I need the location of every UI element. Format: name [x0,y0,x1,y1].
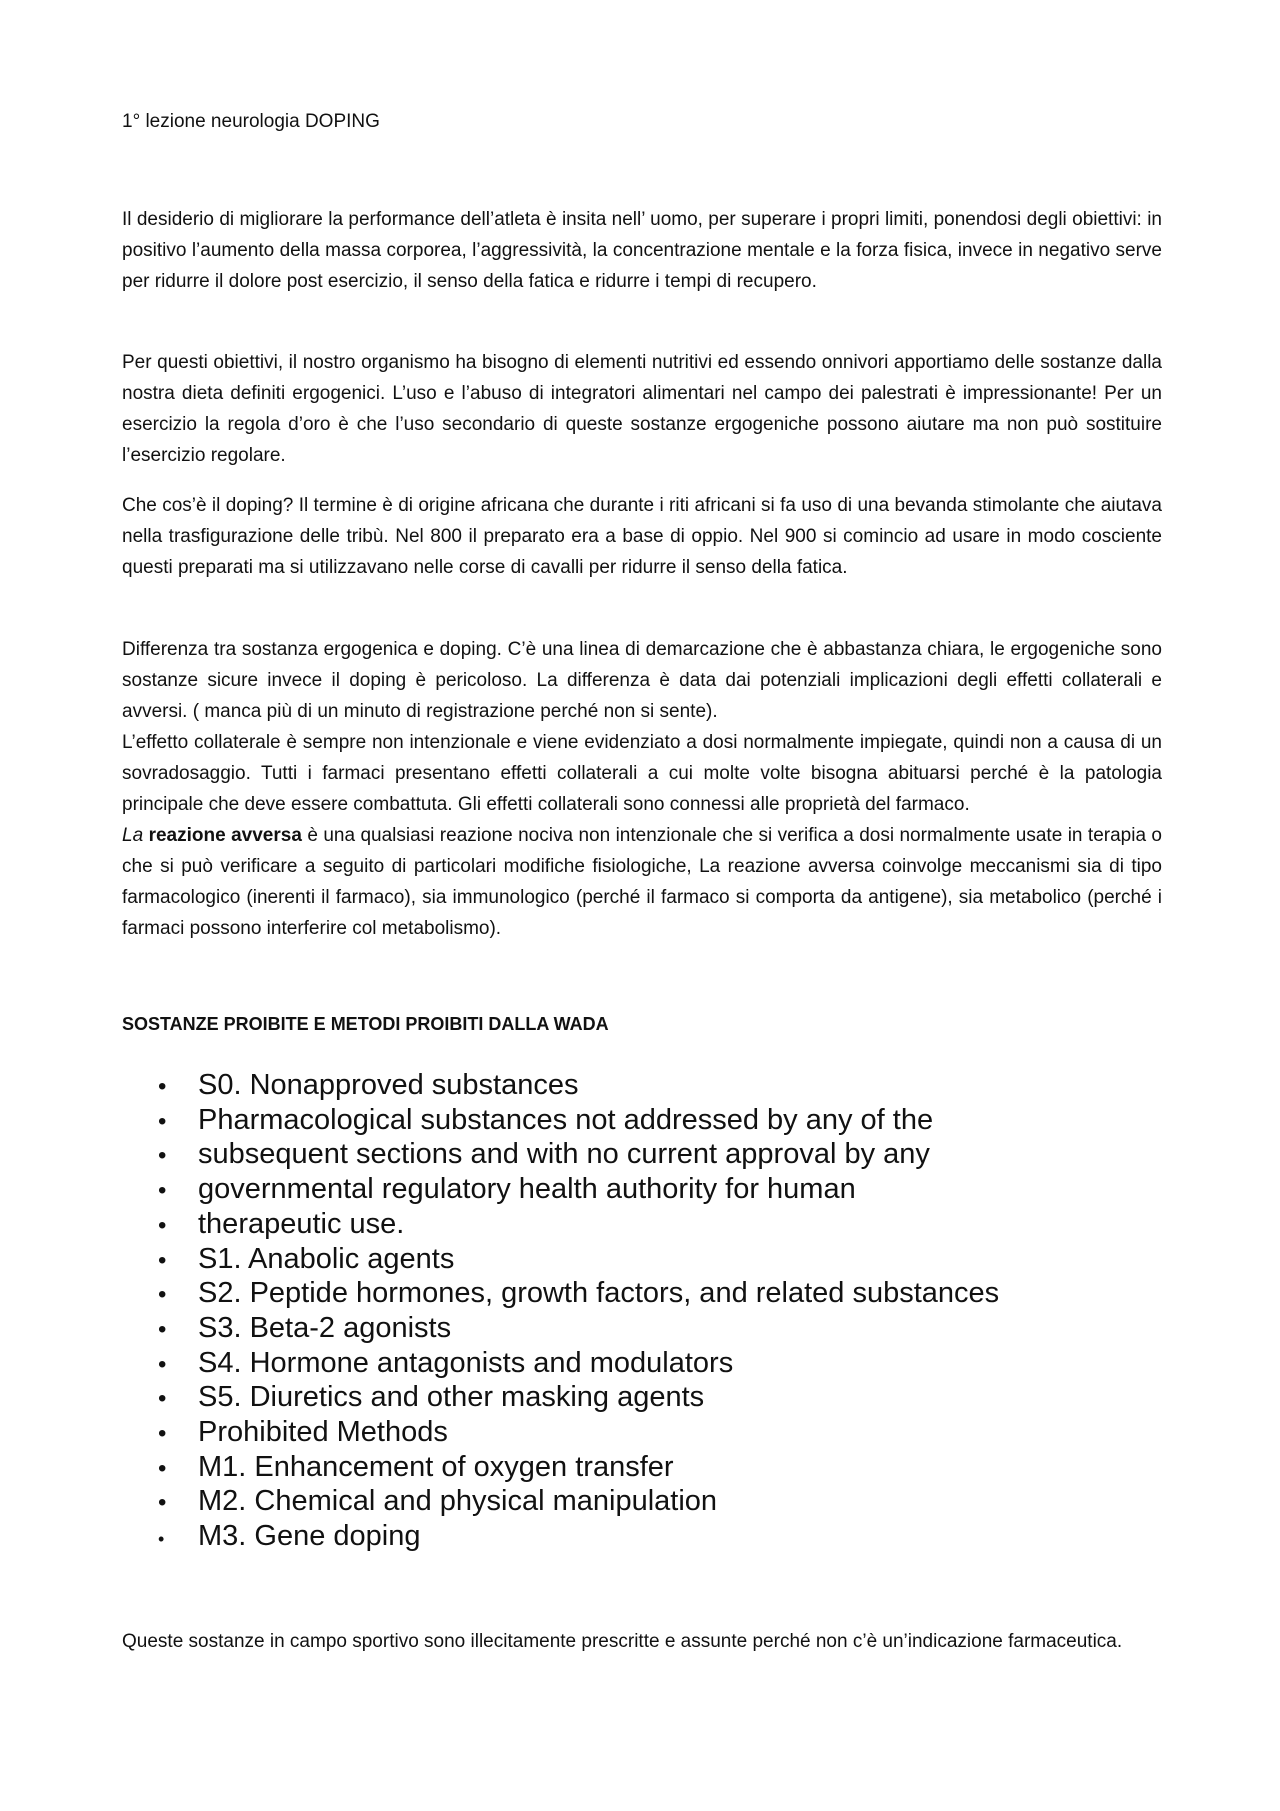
bullet-icon: • [158,1073,167,1100]
list-item-label: therapeutic use. [198,1207,405,1240]
paragraph-intro: Il desiderio di migliorare la performance dell’atleta è insita nell’ uomo, per superare i propri limiti, ponendosi degli obiettivi: in positivo l’aumento della massa corporea, l’aggressività, la concentrazione mentale e la forza fisica, invece in negativo serve per ridurre il dolore post esercizio, il senso della fatica e ridurre i tempi di recupero. [122,209,1162,292]
list-item-label: Pharmacological substances not addressed by any of the [198,1103,934,1136]
list-item [158,1173,999,1208]
list-item-label: M3. Gene doping [198,1520,421,1553]
paragraph-doping-origin: Che cos’è il doping? Il termine è di origine africana che durante i riti africani si fa uso di una bevanda stimolante che aiutava nella trasfigurazione delle tribù. Nel 800 il preparato era a base di oppio. Nel 900 si comincio ad usare in modo cosciente questi preparati ma si utilizzavano nelle corse di cavalli per ridurre il senso della fatica. [122,495,1162,578]
list-item [158,1416,999,1451]
list-item-label: S1. Anabolic agents [198,1242,455,1275]
bullet-icon: • [158,1211,167,1239]
list-item [158,1451,999,1486]
document-title: 1° lezione neurologia DOPING [122,111,380,132]
list-item-label: S4. Hormone antagonists and modulators [198,1346,734,1379]
bullet-icon: • [158,1142,167,1170]
list-item [158,1138,999,1173]
bullet-icon: • [158,1350,167,1378]
list-item [158,1347,999,1382]
bullet-icon: • [158,1529,165,1550]
list-item-label: S5. Diuretics and other masking agents [198,1381,705,1414]
list-item-label: S3. Beta-2 agonists [198,1311,452,1344]
list-item-label: governmental regulatory health authority for human [198,1173,856,1206]
paragraph-adverse-reaction [122,820,1162,944]
list-item-label: subsequent sections and with no current approval by any [198,1138,930,1171]
list-item-label: M2. Chemical and physical manipulation [198,1485,718,1518]
list-item [158,1381,999,1416]
list-item [158,1520,999,1557]
paragraph-difference-block [122,634,1162,944]
list-item [158,1069,999,1104]
adverse-reaction-definition: è una qualsiasi reazione nociva non intenzionale che si verifica a dosi normalmente usate in terapia o che si può verificare a seguito di particolari modifiche fisiologiche, La reazione avversa coinvolge meccanismi sia di tipo farmacologico (inerenti il farmaco), sia immunologico (perché il farmaco si comporta da antigene), sia metabolico (perché i farmaci possono interferire col metabolismo). [122,825,1163,939]
bullet-icon: • [158,1177,167,1205]
paragraph-difference: Differenza tra sostanza ergogenica e doping. C’è una linea di demarcazione che è abbastanza chiara, le ergogeniche sono sostanze sicure invece il doping è pericoloso. La differenza è data dai potenziali implicazioni degli effetti collaterali e avversi. ( manca più di un minuto di registrazione perché non si sente). [122,639,1162,722]
adverse-reaction-article: La [122,825,144,846]
bullet-icon: • [158,1315,167,1343]
bullet-icon: • [158,1420,167,1448]
paragraph-side-effects: L’effetto collaterale è sempre non intenzionale e viene evidenziato a dosi normalmente impiegate, quindi non a causa di un sovradosaggio. Tutti i farmaci presentano effetti collaterali a cui molte volte bisogna abituarsi perché è la patologia principale che deve essere combattuta. Gli effetti collaterali sono connessi alle proprietà del farmaco. [122,732,1162,815]
list-item-label: M1. Enhancement of oxygen transfer [198,1450,674,1483]
list-item-label: Prohibited Methods [198,1416,448,1449]
list-item-label: S0. Nonapproved substances [198,1069,579,1101]
list-item [158,1312,999,1347]
list-item [158,1208,999,1243]
list-item [158,1243,999,1278]
wada-substances-list [158,1069,999,1557]
bullet-icon: • [158,1107,167,1135]
paragraph-conclusion: Queste sostanze in campo sportivo sono illecitamente prescritte e assunte perché non c’è un’indicazione farmaceutica. [122,1631,1123,1652]
list-item [158,1485,999,1520]
bullet-icon: • [158,1281,167,1309]
list-item [158,1104,999,1139]
bullet-icon: • [158,1489,167,1517]
paragraph-ergogenic: Per questi obiettivi, il nostro organismo ha bisogno di elementi nutritivi ed essendo onnivori apportiamo delle sostanze dalla nostra dieta definiti ergogenici. L’uso e l’abuso di integratori alimentari nel campo dei palestrati è impressionante! Per un esercizio la regola d’oro è che l’uso secondario di queste sostanze ergogeniche possono aiutare ma non può sostituire l’esercizio regolare. [122,352,1162,466]
adverse-reaction-term: reazione avversa [148,825,302,846]
section-heading-wada: SOSTANZE PROIBITE E METODI PROIBITI DALLA WADA [122,1014,609,1034]
bullet-icon: • [158,1454,167,1482]
bullet-icon: • [158,1385,167,1413]
list-item-label: S2. Peptide hormones, growth factors, and related substances [198,1277,1000,1310]
bullet-icon: • [158,1246,167,1274]
list-item [158,1277,999,1312]
